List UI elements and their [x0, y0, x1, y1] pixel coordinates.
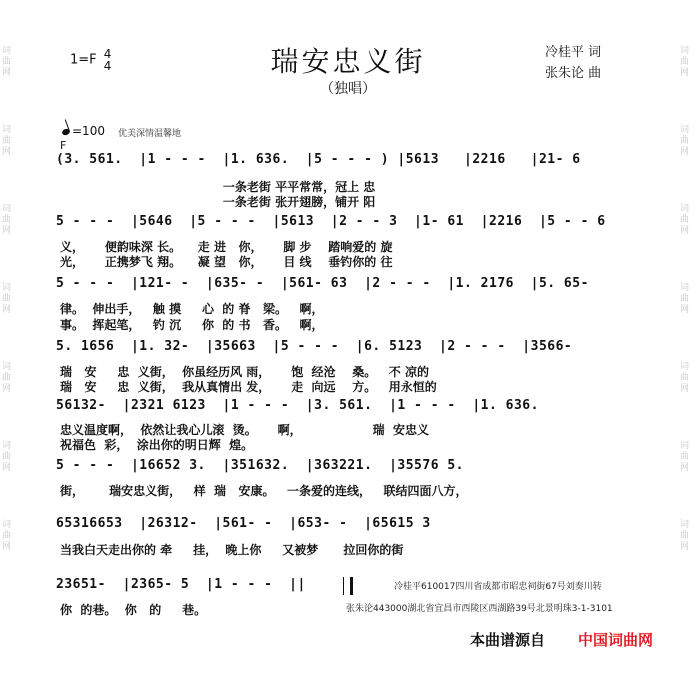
- watermark-text: 词曲网: [680, 441, 690, 473]
- key-prefix: 1=F: [70, 52, 97, 68]
- watermark-left: [2, 0, 16, 675]
- watermark-text: 词曲网: [680, 283, 690, 315]
- lyric-line: 当我白天走出你的 牵 挂， 晚上你 又被梦 拉回你的街: [60, 543, 404, 557]
- lyricist-address: 冷桂平610017四川省成都市昭忠祠街67号刘奏川转: [394, 582, 602, 592]
- watermark-text: 词曲网: [680, 520, 690, 552]
- lyric-line: 街， 瑞安忠义街， 样 瑞 安康。 一条爱的连线， 联结四面八方，: [60, 484, 468, 498]
- lyric-line: 忠义温度啊， 依然让我心儿滚 烫。 啊， 瑞 安忠义: [60, 423, 429, 437]
- watermark-text: 词曲网: [680, 204, 690, 236]
- lyric-line: 律。 伸出手， 触 摸 心 的 脊 梁。 啊，: [60, 302, 324, 316]
- notation-row: 5 - - - |121- - |635- - |561- 63 |2 - - - |1. 2176 |5. 65-: [56, 276, 589, 291]
- lyric-line: 一条老街 平平常常，冠上 忠: [60, 180, 376, 194]
- lyric-line: 瑞 安 忠 义街， 你虽经历风 雨， 饱 经沧 桑。 不 凉的: [60, 365, 429, 379]
- lyric-line: 一条老街 张开翅膀，铺开 阳: [60, 195, 376, 209]
- watermark-text: 词曲网: [680, 46, 690, 78]
- watermark-text: 词曲网: [2, 46, 12, 78]
- lyric-line: 义， 便韵味深 长。 走 进 你， 脚 步 踏响爱的 旋: [60, 240, 393, 254]
- notation-row: 5 - - - |16652 3. |351632. |363221. |35576 5.: [56, 458, 465, 473]
- watermark-text: 词曲网: [680, 125, 690, 157]
- watermark-text: 词曲网: [680, 362, 690, 394]
- lyric-line: 事。 挥起笔， 钓 沉 你 的 书 香。 啊，: [60, 318, 324, 332]
- watermark-right: [680, 0, 694, 675]
- expression-marking: 优美深情温馨地: [118, 129, 182, 139]
- composer-credit: 张朱论 曲: [545, 66, 602, 81]
- watermark-text: 词曲网: [2, 125, 12, 157]
- composer-address: 张朱论443000湖北省宜昌市西陵区西湖路39号北景明珠3-1-3101: [346, 604, 613, 614]
- lyric-line: 你 的巷。 你 的 巷。: [60, 603, 207, 617]
- time-beats: 4: [103, 47, 112, 61]
- notation-row: 56132- |2321 6123 |1 - - - |3. 561. |1 - - - |1. 636.: [56, 398, 539, 413]
- final-barline: [343, 577, 353, 595]
- tonal-mark: F: [60, 139, 67, 152]
- lyricist-credit: 冷桂平 词: [545, 45, 602, 60]
- lyric-line: 祝福色 彩， 涂出你的明日辉 煌。: [60, 438, 254, 452]
- site-brand[interactable]: 中国词曲网: [578, 631, 654, 649]
- watermark-text: 词曲网: [2, 283, 12, 315]
- quarter-note-icon: [61, 128, 71, 136]
- lyric-line: 光， 正携梦飞 翔。 凝 望 你， 目 线 垂钓你的 往: [60, 255, 393, 269]
- credits: [545, 42, 601, 84]
- watermark-text: 词曲网: [2, 204, 12, 236]
- watermark-text: 词曲网: [2, 362, 12, 394]
- notation-row: 5 - - - |5646 |5 - - - |5613 |2 - - 3 |1- 61 |2216 |5 - - 6: [56, 214, 606, 229]
- tempo-value: =100: [72, 124, 105, 138]
- notation-row: 5. 1656 |1. 32- |35663 |5 - - - |6. 5123 |2 - - - |3566-: [56, 339, 573, 354]
- lyric-line: 瑞 安 忠 义街， 我从真情出 发， 走 向远 方。 用永恒的: [60, 380, 437, 394]
- notation-row: (3. 561. |1 - - - |1. 636. |5 - - - ) |5613 |2216 |21- 6: [56, 152, 581, 167]
- tempo-marking: [62, 124, 105, 138]
- watermark-text: 词曲网: [2, 441, 12, 473]
- song-title: 瑞安忠义街: [270, 45, 426, 78]
- watermark-text: 词曲网: [2, 520, 12, 552]
- notation-row: 23651- |2365- 5 |1 - - - ||: [56, 577, 306, 592]
- source-label: 本曲谱源自: [470, 631, 546, 649]
- time-unit: 4: [103, 59, 112, 73]
- song-subtitle: （独唱）: [320, 81, 376, 97]
- notation-row: 65316653 |26312- |561- - |653- - |65615 3: [56, 516, 431, 531]
